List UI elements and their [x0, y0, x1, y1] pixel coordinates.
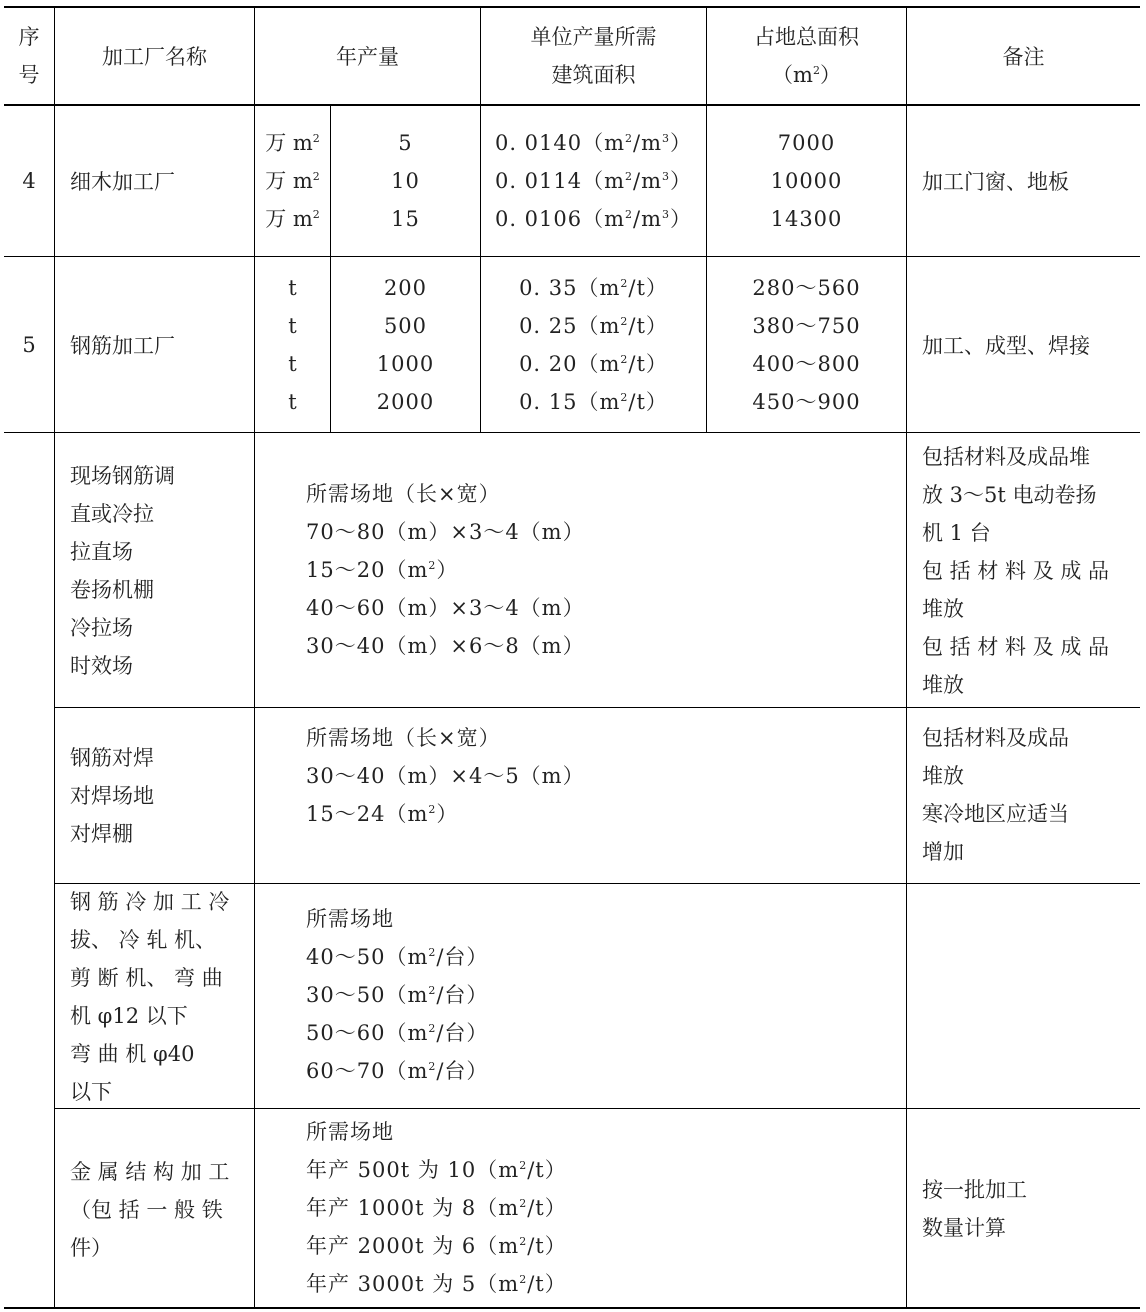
row5-outputs: 200 500 1000 2000 [376, 275, 435, 414]
sub3-name: 钢 筋 冷 加 工 冷 拔、 冷 轧 机、 剪 断 机、 弯 曲 机 φ12 以下 弯 曲 机 φ40 以下 [70, 890, 230, 1104]
header-remark: 备注 [1002, 45, 1045, 69]
bottom-rule [4, 1307, 1140, 1309]
row5-remark: 加工、成型、焊接 [922, 333, 1090, 358]
sub1-remark: 包括材料及成品堆 放 3～5t 电动卷扬 机 1 台 包 括 材 料 及 成 品 堆放 包 括 材 料 及 成 品 堆放 [922, 445, 1110, 697]
row5-units: t t t t [288, 275, 297, 414]
header-name: 加工厂名称 [102, 45, 207, 69]
sub4-remark: 按一批加工 数量计算 [922, 1178, 1027, 1240]
row5-bottom-rule [4, 432, 1140, 433]
row4-units: 万 $m^2$ 万 $m^2$ 万 $m^2$ [265, 131, 320, 231]
row5-unit-areas: 0. $35(m^2/t)$ 0. $25(m^2/t)$ 0. $20(m^2/t)$ 0. $15(m^2/t)$ [519, 275, 668, 414]
sub1-name: 现场钢筋调 直或冷拉 拉直场 卷扬机棚 冷拉场 时效场 [70, 464, 175, 678]
header-seq: 序 号 [18, 25, 40, 87]
row5-total-areas: 280～560 380～750 400～800 450～900 [752, 275, 861, 414]
row4-outputs: 5 10 15 [391, 131, 420, 231]
sub4-detail: 所需场地 年产 500t 为 $10(m^2/t)$ 年产 1000t 为 $8(m^2/t)$ 年产 2000t 为 $6(m^2/t)$ 年产 3000t 为 $5(m^2/t)$ [306, 1120, 567, 1296]
row4-total-areas: 7000 10000 14300 [770, 131, 843, 231]
row4-unit-areas: 0. $0140(m^2/m^3)$ 0. $0114(m^2/m^3)$ 0. $0106(m^2/m^3)$ [494, 131, 693, 231]
row5-seq: 5 [22, 332, 36, 357]
header-unit-area: 单位产量所需 建筑面积 [530, 25, 657, 87]
header-total-area: 占地总面积 $(m^2)$ [754, 25, 859, 87]
row4-remark: 加工门窗、地板 [922, 170, 1069, 194]
sub1-bottom-rule [54, 707, 1140, 708]
sub1-detail: 所需场地（长×宽） 70～80（m）×3～4（m） $15\sim 20(m^2)$ 40～60（m）×3～4（m） 30～40（m）×6～8（m） [306, 482, 585, 658]
row5-name: 钢筋加工厂 [70, 333, 175, 358]
sub4-name: 金 属 结 构 加 工 （包 括 一 般 铁 件） [70, 1160, 230, 1260]
sub2-name: 钢筋对焊 对焊场地 对焊棚 [70, 746, 154, 846]
col-total-divider [906, 6, 907, 1309]
row4-seq: 4 [22, 169, 36, 193]
sub2-detail: 所需场地（长×宽） 30～40（m）×4～5（m） $15\sim 24(m^2)$ [306, 726, 585, 826]
sub3-detail: 所需场地 $40\sim 50(m^2/$台） $30\sim 50(m^2/$台） $50\sim 60(m^2/$台） $60\sim 70(m^2/$台） [306, 907, 489, 1083]
header-output: 年产量 [336, 45, 399, 69]
col-seq-divider [54, 6, 55, 1309]
row4-name: 细木加工厂 [70, 170, 175, 194]
sub2-remark: 包括材料及成品 堆放 寒冷地区应适当 增加 [922, 726, 1069, 864]
